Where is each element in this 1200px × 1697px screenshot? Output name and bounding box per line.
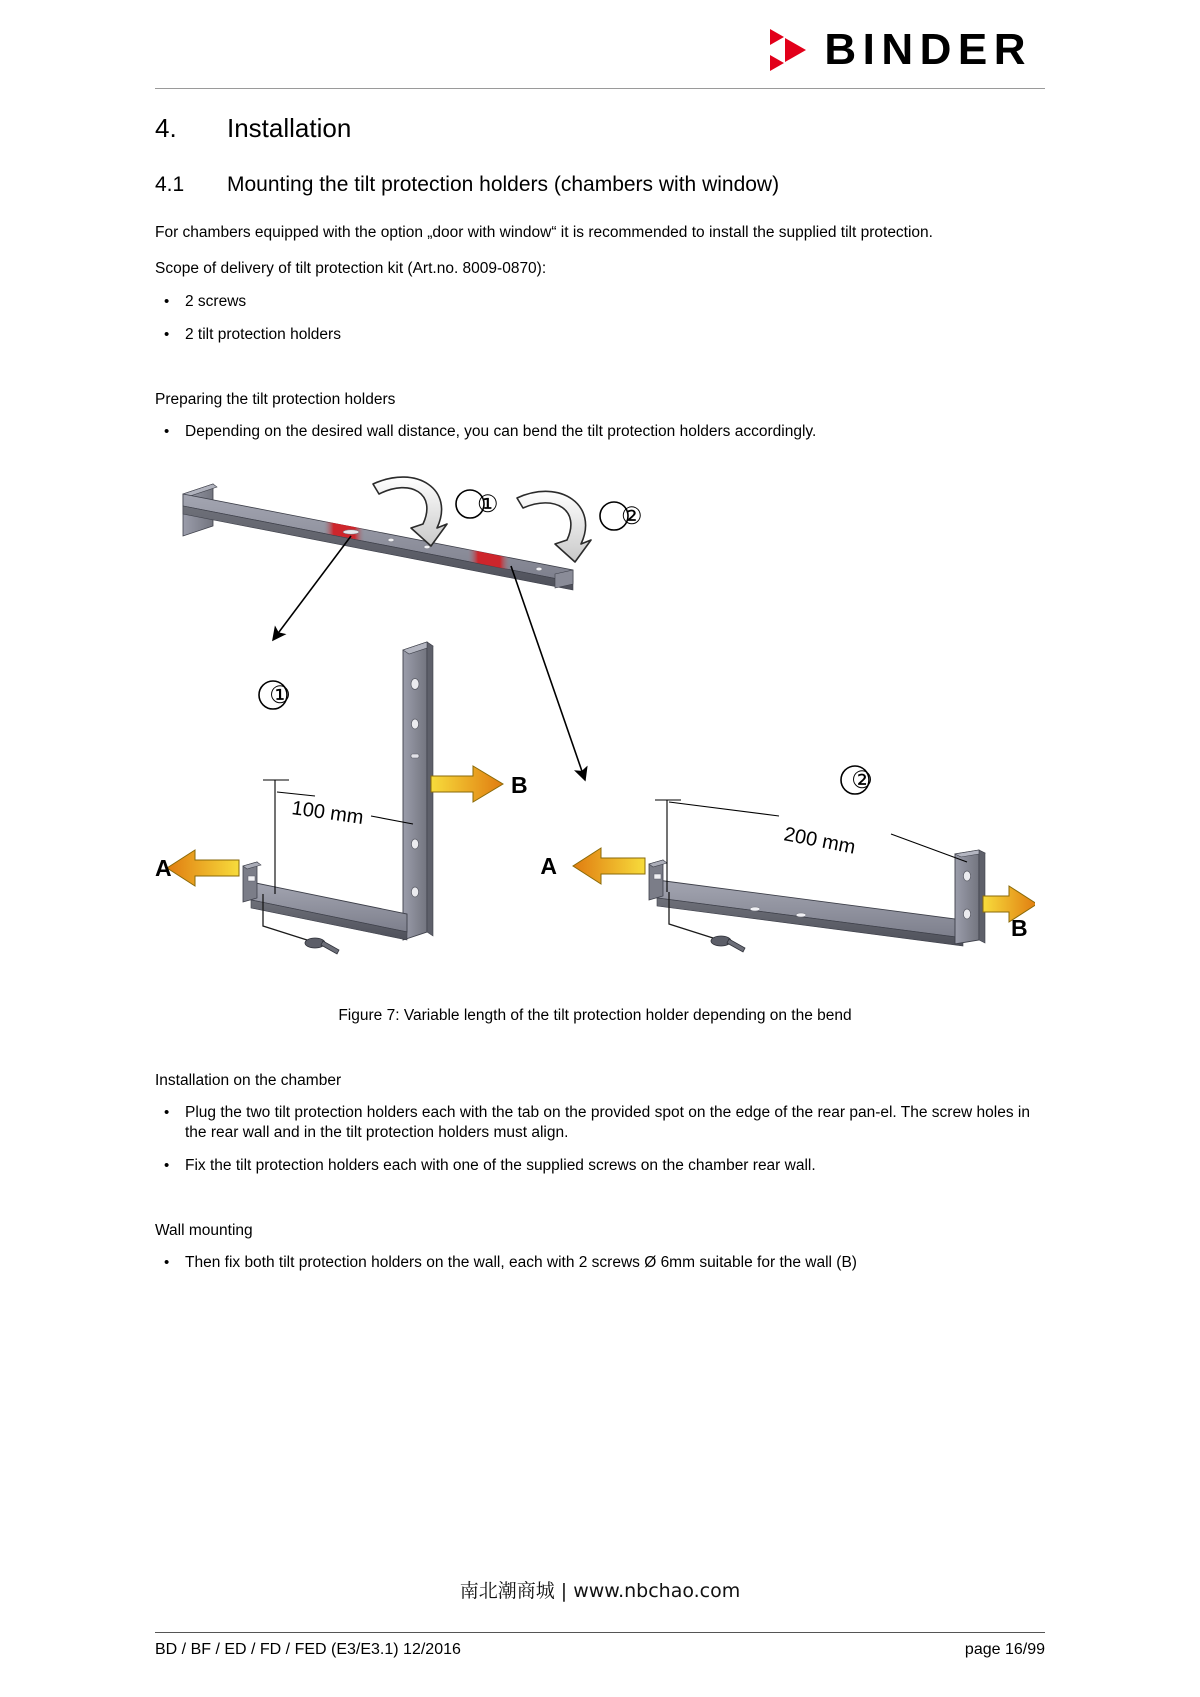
- binder-logo: [768, 25, 1032, 74]
- preparing-heading: Preparing the tilt protection holders: [155, 390, 396, 408]
- footer-document-code: BD / BF / ED / FD / FED (E3/E3.1) 12/2016: [155, 1641, 461, 1658]
- page-content: [155, 112, 1035, 1274]
- figure-callout-1-top: ①: [477, 491, 499, 519]
- screw-icon-right: [711, 936, 745, 952]
- list-item-label: Plug the two tilt protection holders each with the tab on the provided spot on the edge of the rear pan-el. The screw holes in the rear wall and in the tilt protection holders must align.: [185, 1103, 1030, 1142]
- arrow-label-a-right: A: [540, 853, 557, 880]
- spacer: [155, 346, 1035, 390]
- list-item: [155, 1156, 1035, 1177]
- list-item-label: Fix the tilt protection holders each with one of the supplied screws on the chamber rear wall.: [185, 1157, 816, 1175]
- header-divider: [155, 88, 1045, 89]
- binder-triangle-logo-icon: [768, 28, 810, 72]
- tilt-protection-holder-diagram: [155, 462, 1035, 992]
- footer-divider: [155, 1632, 1045, 1633]
- list-item: [155, 1253, 1035, 1274]
- bullet-icon: •: [164, 1254, 170, 1272]
- leader-line-2: [511, 566, 585, 780]
- page-header: [0, 0, 1200, 92]
- preparing-list: [155, 422, 1035, 443]
- scope-of-delivery-list: [155, 292, 1035, 346]
- list-item-label: 2 tilt protection holders: [185, 325, 341, 343]
- section-heading: [155, 112, 1035, 145]
- list-item: [155, 422, 1035, 443]
- wall-mounting-heading: Wall mounting: [155, 1221, 253, 1239]
- list-item: [155, 1103, 1035, 1145]
- intro-paragraph: For chambers equipped with the option „door with window“ it is recommended to install the supplied tilt protection.: [155, 223, 933, 241]
- wall-mounting-list: [155, 1253, 1035, 1274]
- figure-7-illustration: [155, 462, 1035, 992]
- subsection-heading: [155, 172, 1035, 198]
- list-item-label: Then fix both tilt protection holders on the wall, each with 2 screws Ø 6mm suitable for the wall (B): [185, 1254, 857, 1272]
- figure-callout-2-top: ②: [621, 503, 643, 531]
- scope-of-delivery-line: Scope of delivery of tilt protection kit (Art.no. 8009-0870):: [155, 260, 547, 278]
- brand-wordmark: BINDER: [824, 25, 1032, 74]
- screw-icon-left: [305, 938, 339, 954]
- arrow-a-left: [167, 850, 239, 886]
- site-watermark: 南北潮商城 | www.nbchao.com: [459, 1580, 741, 1602]
- leader-line-1: [273, 536, 351, 640]
- holder-view-200mm: [649, 850, 985, 952]
- dimension-label-100mm: 100 mm: [290, 797, 365, 830]
- arrow-label-b-right: B: [1011, 915, 1028, 942]
- bullet-icon: •: [164, 292, 170, 310]
- bullet-icon: •: [164, 1103, 170, 1121]
- figure-callout-2-right: ②: [851, 767, 873, 795]
- dimension-label-200mm: 200 mm: [782, 823, 858, 860]
- arrow-a-right: [573, 848, 645, 884]
- spacer: [155, 1177, 1035, 1221]
- bullet-icon: •: [164, 422, 170, 440]
- subsection-title: Mounting the tilt protection holders (chambers with window): [227, 172, 780, 196]
- list-item: [155, 292, 1035, 313]
- dimension-100mm: [263, 780, 413, 894]
- list-item-label: 2 screws: [185, 292, 247, 310]
- section-number: 4.: [155, 113, 177, 143]
- section-title: Installation: [227, 113, 352, 143]
- footer-page-number: page 16/99: [964, 1641, 1045, 1658]
- spacer: [155, 1027, 1035, 1071]
- bullet-icon: •: [164, 325, 170, 343]
- figure-caption: Figure 7: Variable length of the tilt protection holder depending on the bend: [338, 1007, 852, 1025]
- figure-callout-1-left: ①: [269, 682, 291, 710]
- arrow-label-a-left: A: [155, 855, 172, 882]
- installation-heading: Installation on the chamber: [155, 1071, 342, 1089]
- list-item-label: Depending on the desired wall distance, you can bend the tilt protection holders accordingly.: [185, 422, 817, 440]
- arrow-label-b-left: B: [511, 772, 528, 799]
- list-item: [155, 325, 1035, 346]
- dimension-200mm: [655, 800, 967, 892]
- installation-list: [155, 1103, 1035, 1177]
- bend-rotation-arrow-2: [517, 492, 591, 563]
- page-footer: [155, 1641, 1045, 1659]
- bullet-icon: •: [164, 1157, 170, 1175]
- arrow-b-left: [431, 766, 503, 802]
- subsection-number: 4.1: [155, 172, 185, 196]
